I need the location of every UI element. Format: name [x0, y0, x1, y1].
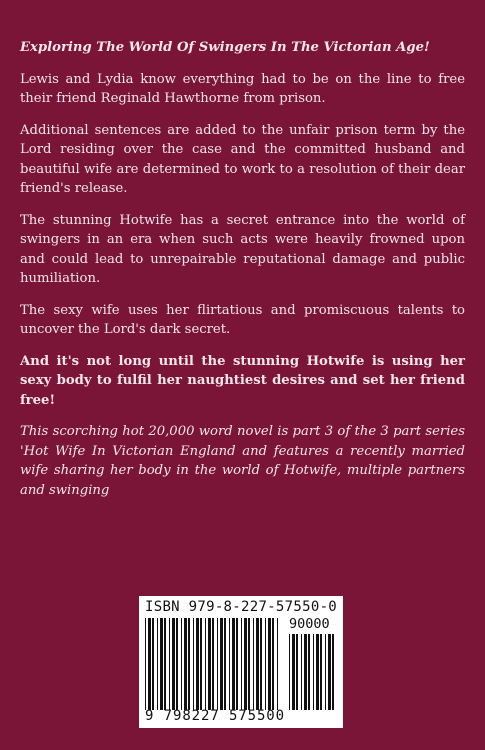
paragraph-1: Lewis and Lydia know everything had to be on the line to free their friend Reginald Hawthorne from prison. [20, 71, 465, 106]
paragraph-3: The stunning Hotwife has a secret entrance into the world of swingers in an era when such acts were heavily frowned upon and could lead to unrepairable reputational damage and public humiliation. [20, 212, 465, 286]
back-cover-description [20, 38, 465, 512]
ean-barcode-bars [145, 618, 278, 710]
paragraph-6-italic: This scorching hot 20,000 word novel is part 3 of the 3 part series 'Hot Wife In Victorian England and features a recently married wife sharing her body in the world of Hotwife, multiple partners and swinging [20, 424, 465, 498]
paragraph-4: The sexy wife uses her flirtatious and promiscuous talents to uncover the Lord's dark secret. [20, 302, 465, 337]
paragraph-5-bold: And it's not long until the stunning Hotwife is using her sexy body to fulfil her naughtiest desires and set her friend free! [20, 353, 465, 408]
paragraph-2: Additional sentences are added to the unfair prison term by the Lord residing over the case and the committed husband and beautiful wife are determined to work to a resolution of their dear friend's release. [20, 122, 465, 196]
addon-barcode-bars [289, 634, 334, 710]
isbn-barcode-box [139, 596, 343, 728]
barcode-digits: 9 798227 575500 [145, 708, 285, 724]
headline: Exploring The World Of Swingers In The Victorian Age! [20, 40, 430, 55]
isbn-label: ISBN 979-8-227-57550-0 [145, 599, 338, 615]
price-code: 90000 [289, 616, 330, 632]
